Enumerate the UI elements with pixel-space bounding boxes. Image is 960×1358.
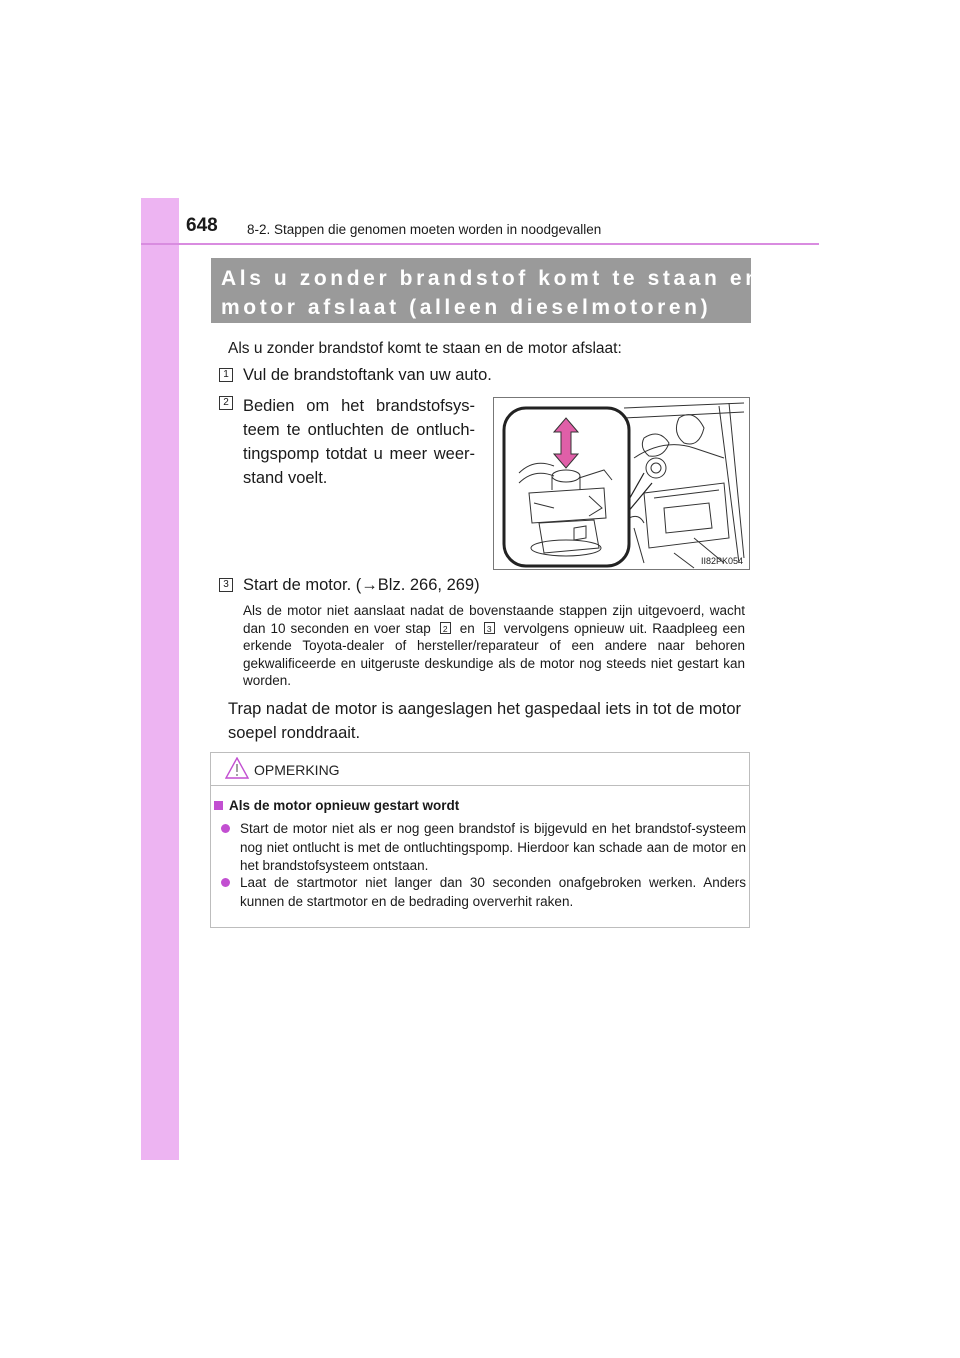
note-part-2: en bbox=[459, 620, 475, 636]
notice-bullet-text-2: Laat de startmotor niet langer dan 30 seconden onafgebroken werken. Anders kunnen de startmotor en de bedrading oververhit raken. bbox=[240, 875, 746, 909]
title-banner bbox=[211, 258, 803, 323]
note-part-3: vervolgens opnieuw uit. Raadpleeg een erkende Toyota-dealer of hersteller/reparateur of een andere naar behoren gekwalificeerde en uitgeruste deskundige als de motor nog steeds niet gestart kan worden. bbox=[243, 620, 745, 688]
engine-bay-drawing bbox=[494, 398, 749, 569]
notice-bullet-2 bbox=[214, 874, 746, 911]
chapter-tab-bar bbox=[141, 198, 179, 1160]
step-ref-3: 3 bbox=[484, 622, 495, 634]
warning-triangle-icon bbox=[225, 757, 249, 784]
step-number-1: 1 bbox=[219, 368, 233, 382]
notice-box bbox=[210, 752, 750, 928]
intro-text: Als u zonder brandstof komt te staan en de motor afslaat: bbox=[228, 340, 622, 357]
fuel-pump-illustration bbox=[493, 397, 750, 570]
step-number-2: 2 bbox=[219, 396, 233, 410]
note-part-1: Als de motor niet aanslaat nadat de bovenstaande stappen zijn uitgevoerd, wacht dan 10 seconden en voer stap bbox=[243, 603, 745, 636]
square-bullet-icon bbox=[214, 801, 223, 810]
bullet-dot-icon bbox=[221, 824, 230, 833]
title-line-1: Als u zonder brandstof komt te staan en de bbox=[221, 267, 803, 290]
page-number: 648 bbox=[186, 215, 218, 236]
notice-bullet-1 bbox=[214, 820, 746, 876]
notice-bullet-text-1: Start de motor niet als er nog geen brandstof is bijgevuld en het brandstof-systeem nog niet ontlucht is met de ontluchtingspomp. Hierdoor kan schade aan de motor en het brandstofsysteem ontstaan. bbox=[240, 821, 746, 873]
step-text-2: Bedien om het brandstofsys-teem te ontluchten de ontluch-tingspomp totdat u meer weer-stand voelt. bbox=[243, 397, 475, 487]
step-text-3: Start de motor. (→Blz. 266, 269) bbox=[243, 576, 480, 594]
figure-label: II82PK054 bbox=[700, 556, 743, 566]
title-line-2: motor afslaat (alleen dieselmotoren) bbox=[221, 296, 712, 319]
notice-subheading-text: Als de motor opnieuw gestart wordt bbox=[229, 798, 460, 813]
notice-subheading bbox=[214, 798, 459, 813]
gas-pedal-instruction: Trap nadat de motor is aangeslagen het gaspedaal iets in tot de motor soepel ronddraait. bbox=[228, 700, 742, 742]
step-text-1: Vul de brandstoftank van uw auto. bbox=[243, 366, 492, 384]
step-ref-2: 2 bbox=[440, 622, 451, 634]
notice-header bbox=[211, 753, 749, 786]
notice-title: OPMERKING bbox=[254, 762, 340, 778]
bullet-dot-icon bbox=[221, 878, 230, 887]
note-text bbox=[243, 602, 745, 690]
section-header: 8-2. Stappen die genomen moeten worden in noodgevallen bbox=[247, 222, 602, 237]
header-rule bbox=[141, 243, 819, 245]
step-number-3: 3 bbox=[219, 578, 233, 592]
